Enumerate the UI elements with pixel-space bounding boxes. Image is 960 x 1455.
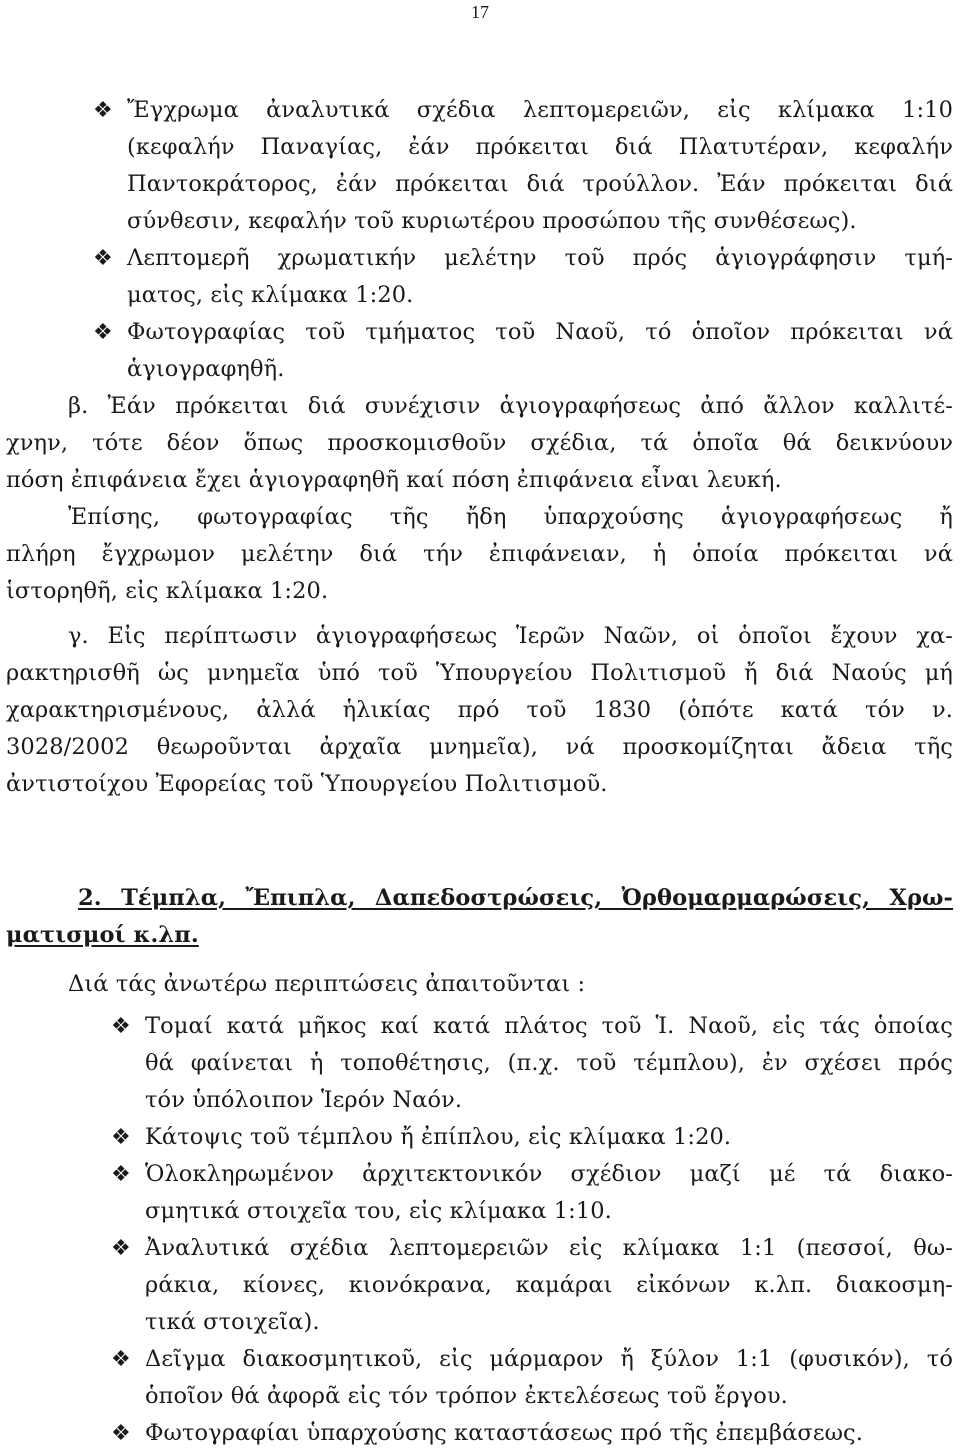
section-heading-line2: ματισμοί κ.λπ. bbox=[6, 922, 199, 948]
list2-item4-line2: ράκια, κίονες, κιονόκρανα, καμάραι εἰκόνων κ.λπ. διακοσμη- bbox=[145, 1272, 953, 1298]
para-beta-line2: χνην, τότε δέον ὅπως προσκομισθοῦν σχέδια, τά ὁποῖα θά δεικνύουν bbox=[6, 430, 953, 456]
list1-item1-line2: (κεφαλήν Παναγίας, ἐάν πρόκειται διά Πλατυτέραν, κεφαλήν bbox=[127, 134, 953, 160]
bullet-icon: ❖ bbox=[111, 1125, 131, 1150]
page-number: 17 bbox=[471, 2, 489, 22]
para-gamma-line1: γ. Εἰς περίπτωσιν ἁγιογραφήσεως Ἱερῶν Ναῶν, οἱ ὁποῖοι ἔχουν χα- bbox=[68, 623, 953, 649]
list2-item2-line1: Κάτοψις τοῦ τέμπλου ἤ ἐπίπλου, εἰς κλίμακα 1:20. bbox=[145, 1124, 732, 1150]
list2-item1-line3: τόν ὑπόλοιπον Ἱερόν Ναόν. bbox=[145, 1087, 463, 1113]
list2-item1-line1: Τομαί κατά μῆκος καί κατά πλάτος τοῦ Ἱ. Ναοῦ, εἰς τάς ὁποίας bbox=[145, 1013, 953, 1039]
para-gamma-line2: ρακτηρισθῆ ὡς μνημεῖα ὑπό τοῦ Ὑπουργείου Πολιτισμοῦ ἤ διά Ναούς μή bbox=[6, 660, 953, 686]
list2-item5-line1: Δεῖγμα διακοσμητικοῦ, εἰς μάρμαρον ἤ ξύλον 1:1 (φυσικόν), τό bbox=[145, 1346, 953, 1372]
bullet-icon: ❖ bbox=[111, 1014, 131, 1039]
list1-item3-line2: ἁγιογραφηθῆ. bbox=[127, 356, 285, 382]
para-beta-line3: πόση ἐπιφάνεια ἔχει ἁγιογραφηθῆ καί πόση ἐπιφάνεια εἶναι λευκή. bbox=[6, 467, 782, 493]
bullet-icon: ❖ bbox=[93, 246, 113, 271]
bullet-icon: ❖ bbox=[111, 1236, 131, 1261]
list2-item4-line3: τικά στοιχεῖα). bbox=[145, 1309, 320, 1335]
list2-item3-line2: σμητικά στοιχεῖα του, εἰς κλίμακα 1:10. bbox=[145, 1198, 612, 1224]
para-also-line3: ἱστορηθῆ, εἰς κλίμακα 1:20. bbox=[6, 578, 329, 604]
list1-item2-line2: ματος, εἰς κλίμακα 1:20. bbox=[127, 282, 414, 308]
bullet-icon: ❖ bbox=[111, 1347, 131, 1372]
para-also-line2: πλήρη ἔγχρωμον μελέτην διά τήν ἐπιφάνειαν, ἡ ὁποία πρόκειται νά bbox=[6, 541, 953, 567]
para-also-line1: Ἐπίσης, φωτογραφίας τῆς ἤδη ὑπαρχούσης ἁγιογραφήσεως ἤ bbox=[68, 504, 953, 530]
list1-item2-line1: Λεπτομερῆ χρωματικήν μελέτην τοῦ πρός ἁγιογράφησιν τμή- bbox=[127, 245, 953, 271]
bullet-icon: ❖ bbox=[93, 320, 113, 345]
para-gamma-line3: χαρακτηρισμένους, ἀλλά ἡλικίας πρό τοῦ 1830 (ὁπότε κατά τόν ν. bbox=[6, 697, 953, 723]
list1-item1-line4: σύνθεσιν, κεφαλήν τοῦ κυριωτέρου προσώπου τῆς συνθέσεως). bbox=[127, 208, 857, 234]
para-gamma-line4: 3028/2002 θεωροῦνται ἀρχαῖα μνημεῖα), νά προσκομίζηται ἄδεια τῆς bbox=[6, 734, 953, 760]
bullet-icon: ❖ bbox=[111, 1421, 131, 1446]
section-heading-line1: 2. Τέμπλα, Ἔπιπλα, Δαπεδοστρώσεις, Ὀρθομαρμαρώσεις, Χρω- bbox=[78, 885, 953, 911]
list2-item3-line1: Ὁλοκληρωμένον ἀρχιτεκτονικόν σχέδιον μαζί μέ τά διακο- bbox=[145, 1161, 953, 1187]
list2-item4-line1: Ἀναλυτικά σχέδια λεπτομερειῶν εἰς κλίμακα 1:1 (πεσσοί, θω- bbox=[145, 1235, 953, 1261]
intro-text: Διά τάς ἀνωτέρω περιπτώσεις ἀπαιτοῦνται : bbox=[68, 971, 586, 997]
bullet-icon: ❖ bbox=[93, 98, 113, 123]
list1-item1-line1: Ἔγχρωμα ἀναλυτικά σχέδια λεπτομερειῶν, εἰς κλίμακα 1:10 bbox=[127, 97, 953, 123]
bullet-icon: ❖ bbox=[111, 1162, 131, 1187]
list1-item1-line3: Παντοκράτορος, ἐάν πρόκειται διά τρούλλον. Ἐάν πρόκειται διά bbox=[127, 171, 953, 197]
para-gamma-line5: ἀντιστοίχου Ἐφορείας τοῦ Ὑπουργείου Πολιτισμοῦ. bbox=[6, 771, 608, 797]
list2-item6-line1: Φωτογραφίαι ὑπαρχούσης καταστάσεως πρό τῆς ἐπεμβάσεως. bbox=[145, 1420, 864, 1446]
para-beta-line1: β. Ἐάν πρόκειται διά συνέχισιν ἁγιογραφήσεως ἀπό ἄλλον καλλιτέ- bbox=[68, 393, 953, 419]
list2-item5-line2: ὁποῖον θά ἀφορᾶ εἰς τόν τρόπον ἐκτελέσεως τοῦ ἔργου. bbox=[145, 1383, 788, 1409]
list1-item3-line1: Φωτογραφίας τοῦ τμήματος τοῦ Ναοῦ, τό ὁποῖον πρόκειται νά bbox=[127, 319, 953, 345]
list2-item1-line2: θά φαίνεται ἡ τοποθέτησις, (π.χ. τοῦ τέμπλου), ἐν σχέσει πρός bbox=[145, 1050, 953, 1076]
